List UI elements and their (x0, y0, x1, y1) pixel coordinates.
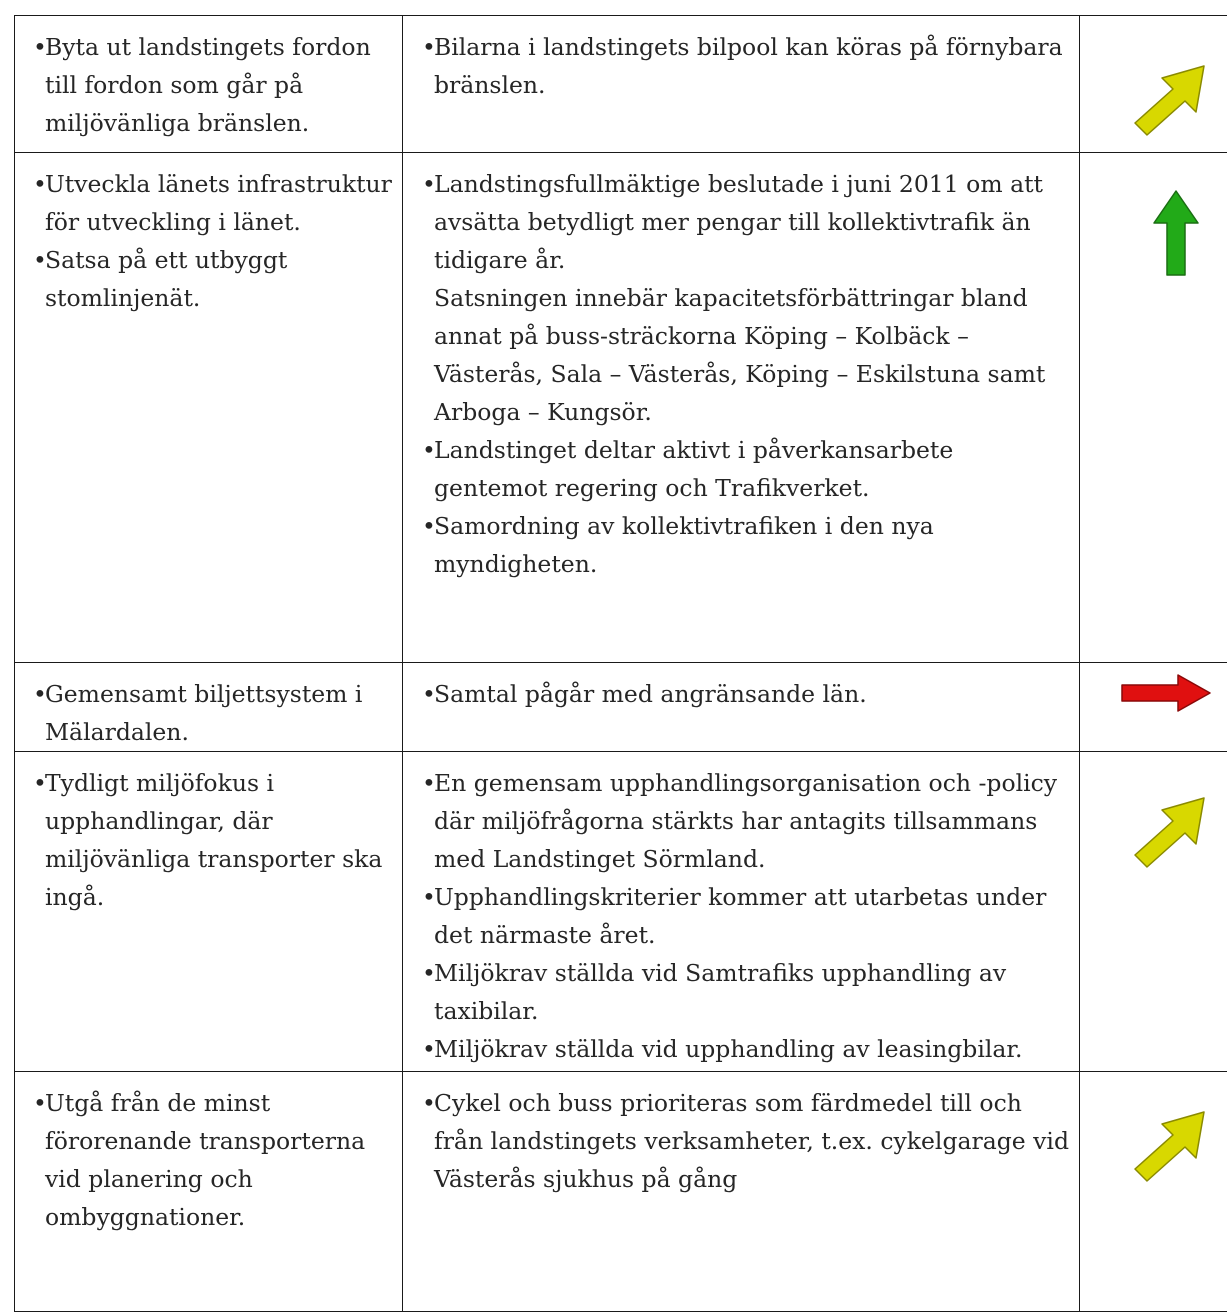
arrow-up-green-icon (1152, 189, 1200, 277)
trend-cell (1080, 1072, 1227, 1312)
result-item: • Samordning av kollektivtrafiken i den nya myndigheten. (403, 507, 1071, 583)
table-row (15, 663, 1227, 752)
trend-cell (1080, 752, 1227, 1072)
arrow-up-right-yellow-icon (1134, 796, 1206, 868)
result-item: • Upphandlingskriterier kommer att utarbetas under det närmaste året. (403, 878, 1071, 954)
goal-item: • Gemensamt biljettsystem i Mälardalen. (15, 675, 394, 751)
result-item: • Landstinget deltar aktivt i påverkansarbete gentemot regering och Trafikverket. (403, 431, 1071, 507)
arrow-right-red-icon (1120, 673, 1212, 713)
result-item: • Cykel och buss prioriteras som färdmedel till och från landstingets verksamheter, t.ex. cykelgarage vid Västerås sjukhus på gång (403, 1084, 1071, 1198)
goal-cell (15, 663, 403, 752)
goal-item: • Satsa på ett utbyggt stomlinjenät. (15, 241, 394, 317)
result-item: • Miljökrav ställda vid upphandling av leasingbilar. (403, 1030, 1071, 1068)
goal-cell (15, 1072, 403, 1312)
goal-item: • Utveckla länets infrastruktur för utveckling i länet. (15, 165, 394, 241)
result-cell (403, 16, 1080, 153)
table-row (15, 752, 1227, 1072)
result-cell (403, 1072, 1080, 1312)
result-item: • Miljökrav ställda vid Samtrafiks upphandling av taxibilar. (403, 954, 1071, 1030)
goal-item: • Tydligt miljöfokus i upphandlingar, där miljövänliga transporter ska ingå. (15, 764, 394, 916)
measures-status-table (14, 15, 1227, 1312)
result-item: • Samtal pågår med angränsande län. (403, 675, 1071, 713)
result-item: • En gemensam upphandlingsorganisation och -policy där miljöfrågorna stärkts har antagits tillsammans med Landstinget Sörmland. (403, 764, 1071, 878)
table-row (15, 16, 1227, 153)
result-cell (403, 153, 1080, 663)
goal-item: • Utgå från de minst förorenande transporterna vid planering och ombyggnationer. (15, 1084, 394, 1236)
trend-cell (1080, 16, 1227, 153)
result-cell (403, 663, 1080, 752)
goal-item: • Byta ut landstingets fordon till fordon som går på miljövänliga bränslen. (15, 28, 394, 142)
table-row (15, 153, 1227, 663)
result-item: • Bilarna i landstingets bilpool kan köras på förnybara bränslen. (403, 28, 1071, 104)
goal-cell (15, 752, 403, 1072)
trend-cell (1080, 663, 1227, 752)
arrow-up-right-yellow-icon (1134, 64, 1206, 136)
goal-cell (15, 16, 403, 153)
result-item: Satsningen innebär kapacitetsförbättringar bland annat på buss-sträckorna Köping – Kolbäck – Västerås, Sala – Västerås, Köping – Eskilstuna samt Arboga – Kungsör. (403, 279, 1071, 431)
trend-cell (1080, 153, 1227, 663)
result-cell (403, 752, 1080, 1072)
goal-cell (15, 153, 403, 663)
result-item: • Landstingsfullmäktige beslutade i juni 2011 om att avsätta betydligt mer pengar till kollektivtrafik än tidigare år. (403, 165, 1071, 279)
arrow-up-right-yellow-icon (1134, 1110, 1206, 1182)
table-row (15, 1072, 1227, 1312)
